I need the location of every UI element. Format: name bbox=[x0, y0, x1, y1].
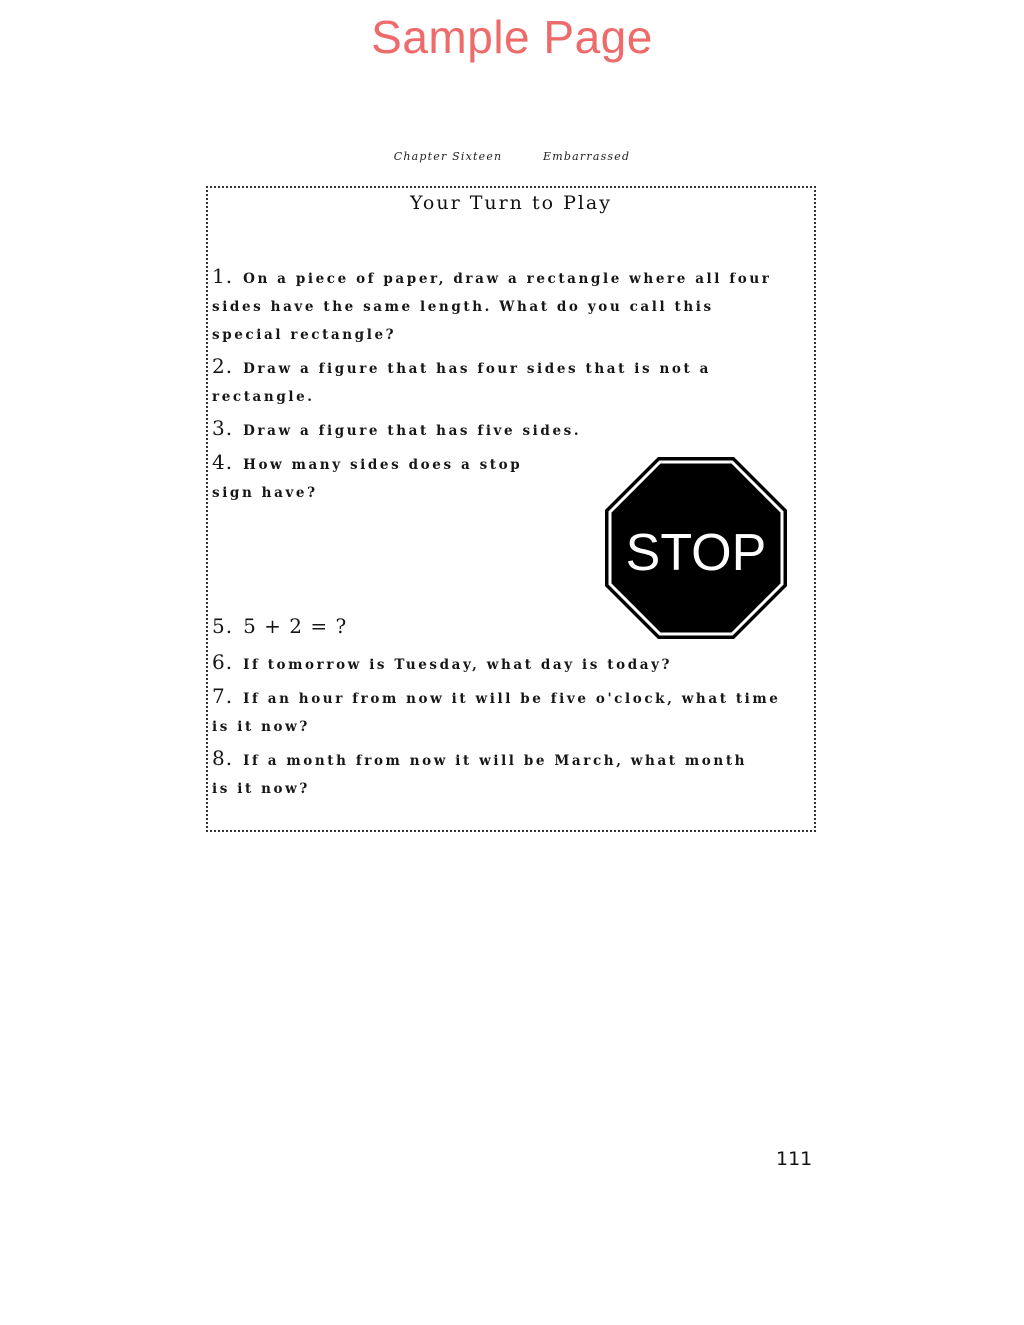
question-line: special rectangle? bbox=[212, 327, 397, 343]
question-line: rectangle. bbox=[212, 389, 315, 405]
question-number: 8. bbox=[212, 746, 234, 770]
question-4 bbox=[212, 448, 522, 507]
question-text: Draw a figure that has four sides that is not a bbox=[243, 361, 711, 377]
question-line bbox=[212, 648, 672, 679]
chapter-label: Chapter Sixteen bbox=[393, 150, 503, 163]
question-line: is it now? bbox=[212, 781, 310, 797]
question-6 bbox=[212, 648, 672, 679]
running-head bbox=[0, 150, 1024, 163]
question-number: 3. bbox=[212, 416, 234, 440]
question-line bbox=[212, 448, 522, 479]
question-number: 7. bbox=[212, 684, 234, 708]
question-number: 2. bbox=[212, 354, 234, 378]
question-line bbox=[212, 352, 711, 383]
stop-sign-icon bbox=[604, 456, 788, 640]
question-number: 6. bbox=[212, 650, 234, 674]
question-5 bbox=[212, 612, 347, 643]
stop-sign-text: STOP bbox=[625, 524, 767, 582]
question-text: If tomorrow is Tuesday, what day is today? bbox=[243, 657, 673, 673]
question-line bbox=[212, 262, 771, 293]
question-text: If an hour from now it will be five o'clock, what time bbox=[243, 691, 781, 707]
question-line: sides have the same length. What do you call this bbox=[212, 299, 714, 315]
question-2 bbox=[212, 352, 711, 411]
question-number: 5. bbox=[212, 614, 234, 638]
question-text: On a piece of paper, draw a rectangle where all four bbox=[243, 271, 772, 287]
question-number: 1. bbox=[212, 264, 234, 288]
sample-page-watermark: Sample Page bbox=[371, 11, 653, 63]
question-text: Draw a figure that has five sides. bbox=[243, 423, 582, 439]
chapter-title: Embarrassed bbox=[543, 150, 631, 163]
question-line bbox=[212, 414, 581, 445]
page-number: 111 bbox=[776, 1148, 813, 1170]
question-number: 4. bbox=[212, 450, 234, 474]
question-line bbox=[212, 612, 347, 643]
question-line: is it now? bbox=[212, 719, 310, 735]
exercise-title: Your Turn to Play bbox=[410, 192, 612, 214]
question-text: 5 + 2 = ? bbox=[243, 614, 348, 638]
question-line bbox=[212, 744, 747, 775]
question-7 bbox=[212, 682, 780, 741]
question-text: If a month from now it will be March, what month bbox=[243, 753, 748, 769]
question-text: How many sides does a stop bbox=[243, 457, 523, 473]
question-8 bbox=[212, 744, 747, 803]
question-line bbox=[212, 682, 780, 713]
question-line: sign have? bbox=[212, 485, 318, 501]
question-1 bbox=[212, 262, 771, 349]
question-3 bbox=[212, 414, 581, 445]
